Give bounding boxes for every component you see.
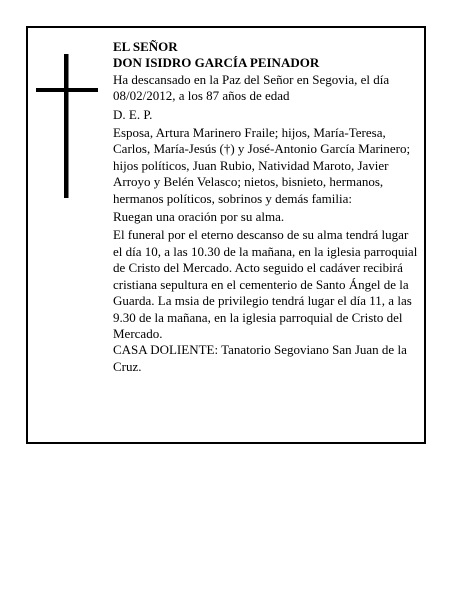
funeral-details: El funeral por el eterno descanso de su alma tendrá lugar el día 10, a las 10.30 de la mañana, en la iglesia parroquial de Cristo del Mercado. Acto seguido el cadáver recibirá cristiana sepultura en el cementerio de Santo Ángel de la Guarda. La msia de privilegio tendrá lugar el día 11, a las 9.30 de la mañana, en la iglesia parroquial de Cristo del Mercado. <box>113 227 418 341</box>
family-list: Esposa, Artura Marinero Fraile; hijos, María-Teresa, Carlos, María-Jesús (†) y José-Antonio García Marinero; hijos políticos, Juan Rubio, Natividad Maroto, Javier Arroyo y Belén Velasco; nietos, bisnieto, hermanos, hermanos políticos, sobrinos y demás familia: <box>113 125 411 206</box>
title-line-1: EL SEÑOR <box>113 39 178 54</box>
mourning-house: CASA DOLIENTE: Tanatorio Segoviano San Juan de la Cruz. <box>113 342 407 374</box>
deceased-name: DON ISIDRO GARCÍA PEINADOR <box>113 55 320 71</box>
notice-text <box>113 39 418 375</box>
cross-icon <box>36 54 98 198</box>
rest-statement: Ha descansado en la Paz del Señor en Segovia, el día 08/02/2012, a los 87 años de edad <box>113 71 390 104</box>
dep-line: D. E. P. <box>113 106 153 122</box>
prayer-request: Ruegan una oración por su alma. <box>113 209 285 225</box>
